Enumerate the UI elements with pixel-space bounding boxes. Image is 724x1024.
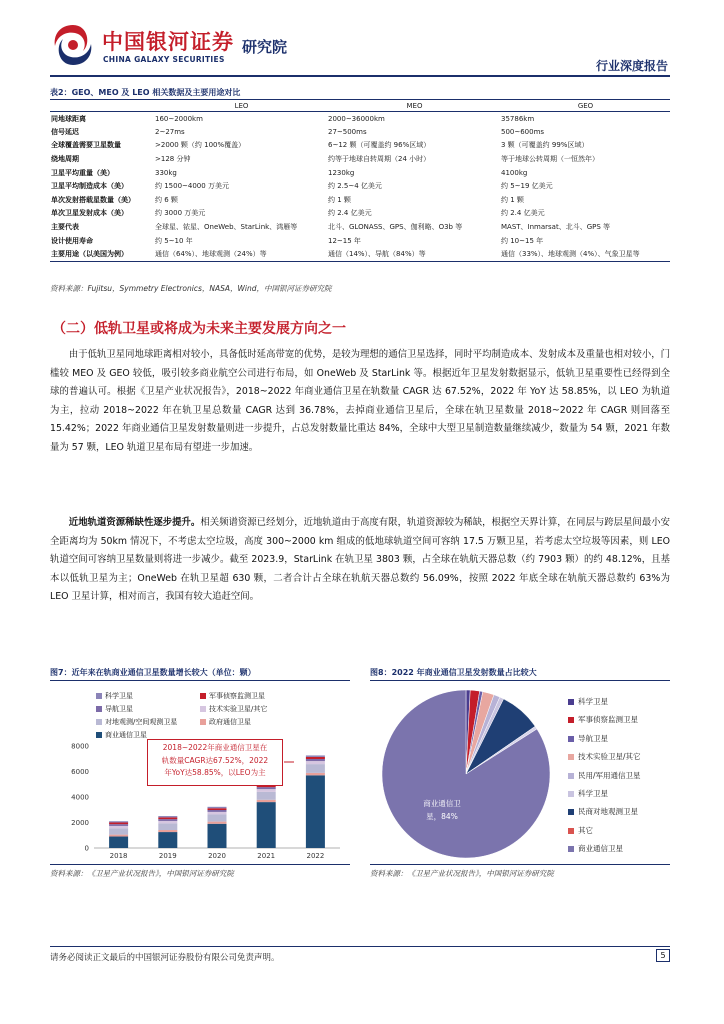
footer-divider xyxy=(50,946,670,947)
legend-swatch xyxy=(568,828,574,834)
table-cell: 330kg xyxy=(155,168,177,177)
pie-chart xyxy=(380,682,566,862)
table-cell: >2000 颗（约 100%覆盖） xyxy=(155,141,246,150)
legend-item xyxy=(568,696,641,714)
bar-segment xyxy=(306,755,325,757)
legend-swatch xyxy=(568,809,574,815)
bar-segment xyxy=(208,810,227,812)
table-row xyxy=(50,112,670,126)
bar-segment xyxy=(257,789,276,792)
chart-callout xyxy=(147,739,283,786)
figure-8-bottom-rule xyxy=(370,864,670,865)
legend-label: 政府通信卫星 xyxy=(209,718,251,726)
table-cell: >128 分钟 xyxy=(155,155,191,164)
table-cell: 12~15 年 xyxy=(328,236,361,245)
legend-label: 其它 xyxy=(578,825,593,835)
body-paragraph: 由于低轨卫星同地球距离相对较小，具备低时延高带宽的优势，是较为理想的通信卫星选择，同时平均制造成本、发射成本及重量也相对较小，门槛较 MEO 及 GEO 较低，吸引较多商业航空公司进行布局，如 OneWeb 及 StarLink 等。根据近年卫星发射数据显示，低轨卫星重要性已经得到全球的普遍认可。根据《卫星产业状况报告》，2018~2022 年商业通信卫星在轨数量 CAGR 达 67.52%，2022 年 YoY 达 58.85%，以 LEO 为轨道为主，拉动 2018~2022 年在轨卫星总数量 CAGR 达到 36.78%，去掉商业通信卫星后，全球在轨卫星数量 2018~2022 年 CAGR 则回落至 15.42%；2022 年商业通信卫星发射数量则进一步提升，占总发射数量比重达 84%，全球中大型卫星制造数量继续减少，数量为 54 颗，2021 年数量为 57 颗，LEO 轨道卫星布局有望进一步加速。 xyxy=(50,349,670,453)
legend-swatch xyxy=(568,754,574,760)
table-cell: 约 2.5~4 亿美元 xyxy=(328,182,382,191)
bar-segment xyxy=(109,826,128,828)
bar-segment xyxy=(158,817,177,819)
x-tick-label: 2020 xyxy=(208,852,226,860)
table-cell: 160~2000km xyxy=(155,114,203,123)
table-cell: 约等于地球自转周期（24 小时） xyxy=(328,155,431,164)
table-cell: 4100kg xyxy=(501,168,528,177)
paragraph-text: 相关频谱资源已经划分，近地轨道由于高度有限，轨道资源较为稀缺，根据空天界计算，在同层与跨层星间最小安全距离均为 50km 情况下，不考虑太空垃圾，高度 300~2000 km 组成的低地球轨道空间可容纳 17.5 万颗卫星，若考虑太空垃圾等因素，则 LEO 轨道空间可容纳卫星数量则将进一步减少。截至 2023.9，StarLink 在轨卫星 3803 颗，占全球在轨航天器总数（约 7903 颗）的约 48.12%，且基本以低轨卫星为主；OneWeb 在轨卫星超 630 颗，二者合计占全球在轨航天器总数约 56.09%，按照 2022 年底全球在轨航天器总数约 63%为 LEO 卫星计算，相对而言，我国有较大追赶空间。 xyxy=(50,517,670,602)
bar-segment xyxy=(158,823,177,830)
row-label: 主要代表 xyxy=(51,223,79,232)
legend-item xyxy=(568,770,641,788)
table-row xyxy=(50,179,670,193)
row-label: 同地球距离 xyxy=(51,114,86,123)
y-tick-label: 4000 xyxy=(71,793,89,802)
table-row xyxy=(50,193,670,207)
bar-segment xyxy=(158,821,177,823)
bar-segment xyxy=(306,759,325,761)
x-tick-label: 2019 xyxy=(158,852,177,860)
figure-8-title: 图8：2022 年商业通信卫星发射数量占比较大 xyxy=(370,668,537,677)
row-label: 卫星平均重量（美） xyxy=(51,168,114,177)
table-cell: 约 10~15 年 xyxy=(501,236,544,245)
table-cell: 约 5~10 年 xyxy=(155,236,193,245)
bar-segment xyxy=(208,824,227,848)
disclaimer-note: 请务必阅读正文最后的中国银河证券股份有限公司免责声明。 xyxy=(50,953,280,963)
bar-segment xyxy=(158,816,177,817)
bar-segment xyxy=(257,787,276,789)
bar-segment xyxy=(257,792,276,800)
bar-segment xyxy=(208,822,227,824)
table-row xyxy=(50,207,670,221)
table-cell: 约 2.4 亿美元 xyxy=(501,209,545,218)
table-cell: 1230kg xyxy=(328,168,355,177)
row-label: 卫星平均制造成本（美） xyxy=(51,182,128,191)
table-cell: MAST、Inmarsat、北斗、GPS 等 xyxy=(501,223,611,232)
table-source-note: 资料来源：Fujitsu，Symmetry Electronics，NASA，Wind，中国银河证券研究院 xyxy=(50,284,332,293)
table-cell: 约 1 颗 xyxy=(328,195,351,204)
table-row xyxy=(50,125,670,139)
bar-segment xyxy=(109,823,128,825)
figure-7-source-note: 资料来源：《卫星产业状况报告》，中国银河证券研究院 xyxy=(50,869,234,878)
callout-line: 年YoY达58.85%，以LEO为主 xyxy=(164,768,266,777)
bar-segment xyxy=(109,835,128,837)
bar-segment xyxy=(109,837,128,848)
pie-data-label: 星，84% xyxy=(426,812,458,821)
legend-swatch xyxy=(568,773,574,779)
table-cell: 约 5~19 亿美元 xyxy=(501,182,553,191)
figure-7-bottom-rule xyxy=(50,864,350,865)
body-paragraph xyxy=(50,514,670,607)
row-label: 绕地周期 xyxy=(51,155,79,164)
bar-segment xyxy=(306,764,325,773)
legend-label: 商业通信卫星 xyxy=(105,731,147,739)
legend-label: 科学卫星 xyxy=(578,697,608,706)
legend-label: 技术实验卫星/其它 xyxy=(578,752,641,762)
bar-segment xyxy=(208,814,227,821)
brand-subtitle: 研究院 xyxy=(242,38,288,56)
table-cell: 全球星、铱星、OneWeb、StarLink、鸿雁等 xyxy=(155,223,298,232)
legend-item xyxy=(568,714,641,732)
brand-name-cn: 中国银河证券 xyxy=(102,30,234,54)
legend-label: 军事侦察监测卫星 xyxy=(578,715,638,725)
table-cell: 35786km xyxy=(501,114,535,123)
table-cell: 约 2.4 亿美元 xyxy=(328,209,372,218)
table-row xyxy=(50,139,670,153)
legend-label: 科学卫星 xyxy=(105,692,133,700)
bar-segment xyxy=(208,807,227,808)
table-header-cell xyxy=(50,100,155,112)
figure-8-source-note: 资料来源：《卫星产业状况报告》，中国银河证券研究院 xyxy=(370,869,554,878)
table-header-cell: LEO xyxy=(155,100,328,112)
legend-item xyxy=(568,843,641,861)
header-divider xyxy=(50,75,670,77)
row-label: 全球覆盖需要卫星数量 xyxy=(51,141,121,150)
figure-7-title: 图7：近年来在轨商业通信卫星数量增长较大（单位：颗） xyxy=(50,668,256,677)
pie-data-label: 商业通信卫 xyxy=(423,799,461,808)
table-header-row xyxy=(50,100,670,112)
table-caption: 表2：GEO、MEO 及 LEO 相关数据及主要用途对比 xyxy=(50,88,241,97)
legend-swatch xyxy=(568,736,574,742)
legend-item xyxy=(568,825,641,843)
callout-line: 2018~2022年商业通信卫星在 xyxy=(162,743,268,752)
legend-label: 技术实验卫星/其它 xyxy=(209,705,268,713)
table-cell: 27~500ms xyxy=(328,127,367,136)
x-tick-label: 2022 xyxy=(306,852,325,860)
pie-legend xyxy=(568,696,641,862)
table-cell: 2~27ms xyxy=(155,127,185,136)
table-cell: 500~600ms xyxy=(501,127,545,136)
table-cell: 约 6 颗 xyxy=(155,195,178,204)
table-cell: 等于地球公转周期（一恒然年） xyxy=(501,155,599,164)
paragraph-lead: 近地轨道资源稀缺性逐步提升。 xyxy=(68,517,201,528)
legend-label: 导航卫星 xyxy=(105,705,133,713)
bar-segment xyxy=(306,761,325,764)
legend-item xyxy=(568,788,641,806)
page-number: 5 xyxy=(656,949,670,962)
figure-8-top-rule xyxy=(370,680,670,681)
y-tick-label: 6000 xyxy=(71,768,89,776)
table-cell: 通信（64%）、地球观测（24%）等 xyxy=(155,247,328,261)
table-header-cell: GEO xyxy=(501,100,670,112)
table-cell: 约 1 颗 xyxy=(501,195,524,204)
legend-label: 民用/军用通信卫星 xyxy=(578,770,641,780)
row-label: 单次卫星发射成本（美） xyxy=(51,209,128,218)
table-cell: 约 3000 万美元 xyxy=(155,209,206,218)
row-label: 设计使用寿命 xyxy=(51,236,93,245)
legend-item xyxy=(568,806,641,824)
table-cell: 2000~36000km xyxy=(328,114,385,123)
legend-swatch xyxy=(568,717,574,723)
comparison-table xyxy=(50,99,670,262)
table-row xyxy=(50,152,670,166)
callout-line: 轨数量CAGR达67.52%，2022 xyxy=(161,755,269,765)
table-header-cell: MEO xyxy=(328,100,501,112)
legend-label: 商业通信卫星 xyxy=(578,844,623,854)
bar-segment xyxy=(158,830,177,832)
bar-segment xyxy=(109,821,128,822)
table-row xyxy=(50,166,670,180)
table-row xyxy=(50,234,670,248)
bar-segment xyxy=(306,775,325,848)
y-tick-label: 0 xyxy=(84,844,89,853)
bar-segment xyxy=(158,819,177,821)
legend-item xyxy=(568,751,641,769)
galaxy-logo-icon xyxy=(50,22,96,68)
row-label: 信号延迟 xyxy=(51,127,79,136)
bar-segment xyxy=(257,800,276,802)
table-cell: 通信（33%）、地球观测（4%）、气象卫星等 xyxy=(501,247,670,261)
table-cell: 6~12 颗（可覆盖约 96%区域） xyxy=(328,141,431,150)
table-cell: 通信（14%）、导航（84%）等 xyxy=(328,247,501,261)
brand-name-en: CHINA GALAXY SECURITIES xyxy=(103,55,225,64)
legend-label: 对地观测/空间观测卫星 xyxy=(105,718,178,726)
legend-label: 民商对地观测卫星 xyxy=(578,807,638,817)
legend-item xyxy=(568,733,641,751)
x-tick-label: 2018 xyxy=(109,852,128,860)
x-tick-label: 2021 xyxy=(257,852,276,860)
report-type-label: 行业深度报告 xyxy=(595,59,668,73)
row-label: 主要用途（以美国为例） xyxy=(50,247,155,261)
legend-label: 军事侦察监测卫星 xyxy=(209,692,265,700)
section-title: （二）低轨卫星或将成为未来主要发展方向之一 xyxy=(52,321,346,337)
bar-segment xyxy=(257,802,276,848)
bar-segment xyxy=(158,832,177,848)
bar-segment xyxy=(306,773,325,775)
table-cell: 约 1500~4000 万美元 xyxy=(155,182,229,191)
legend-swatch xyxy=(568,846,574,852)
table-cell: 北斗、GLONASS、GPS、伽利略、O3b 等 xyxy=(328,223,463,232)
legend-label: 导航卫星 xyxy=(578,733,608,743)
row-label: 单次发射搭载星数量（美） xyxy=(51,195,135,204)
table-row xyxy=(50,220,670,234)
y-tick-label: 2000 xyxy=(71,819,89,827)
legend-swatch xyxy=(568,699,574,705)
bar-segment xyxy=(109,824,128,826)
bar-segment xyxy=(208,808,227,810)
bar-segment xyxy=(109,828,128,834)
legend-label: 科学卫星 xyxy=(578,788,608,798)
legend-swatch xyxy=(568,791,574,797)
bar-segment xyxy=(306,757,325,759)
table-cell: 3 颗（可覆盖约 99%区域） xyxy=(501,141,589,150)
bar-segment xyxy=(208,812,227,815)
y-tick-label: 8000 xyxy=(71,742,89,751)
table-row xyxy=(50,247,670,261)
